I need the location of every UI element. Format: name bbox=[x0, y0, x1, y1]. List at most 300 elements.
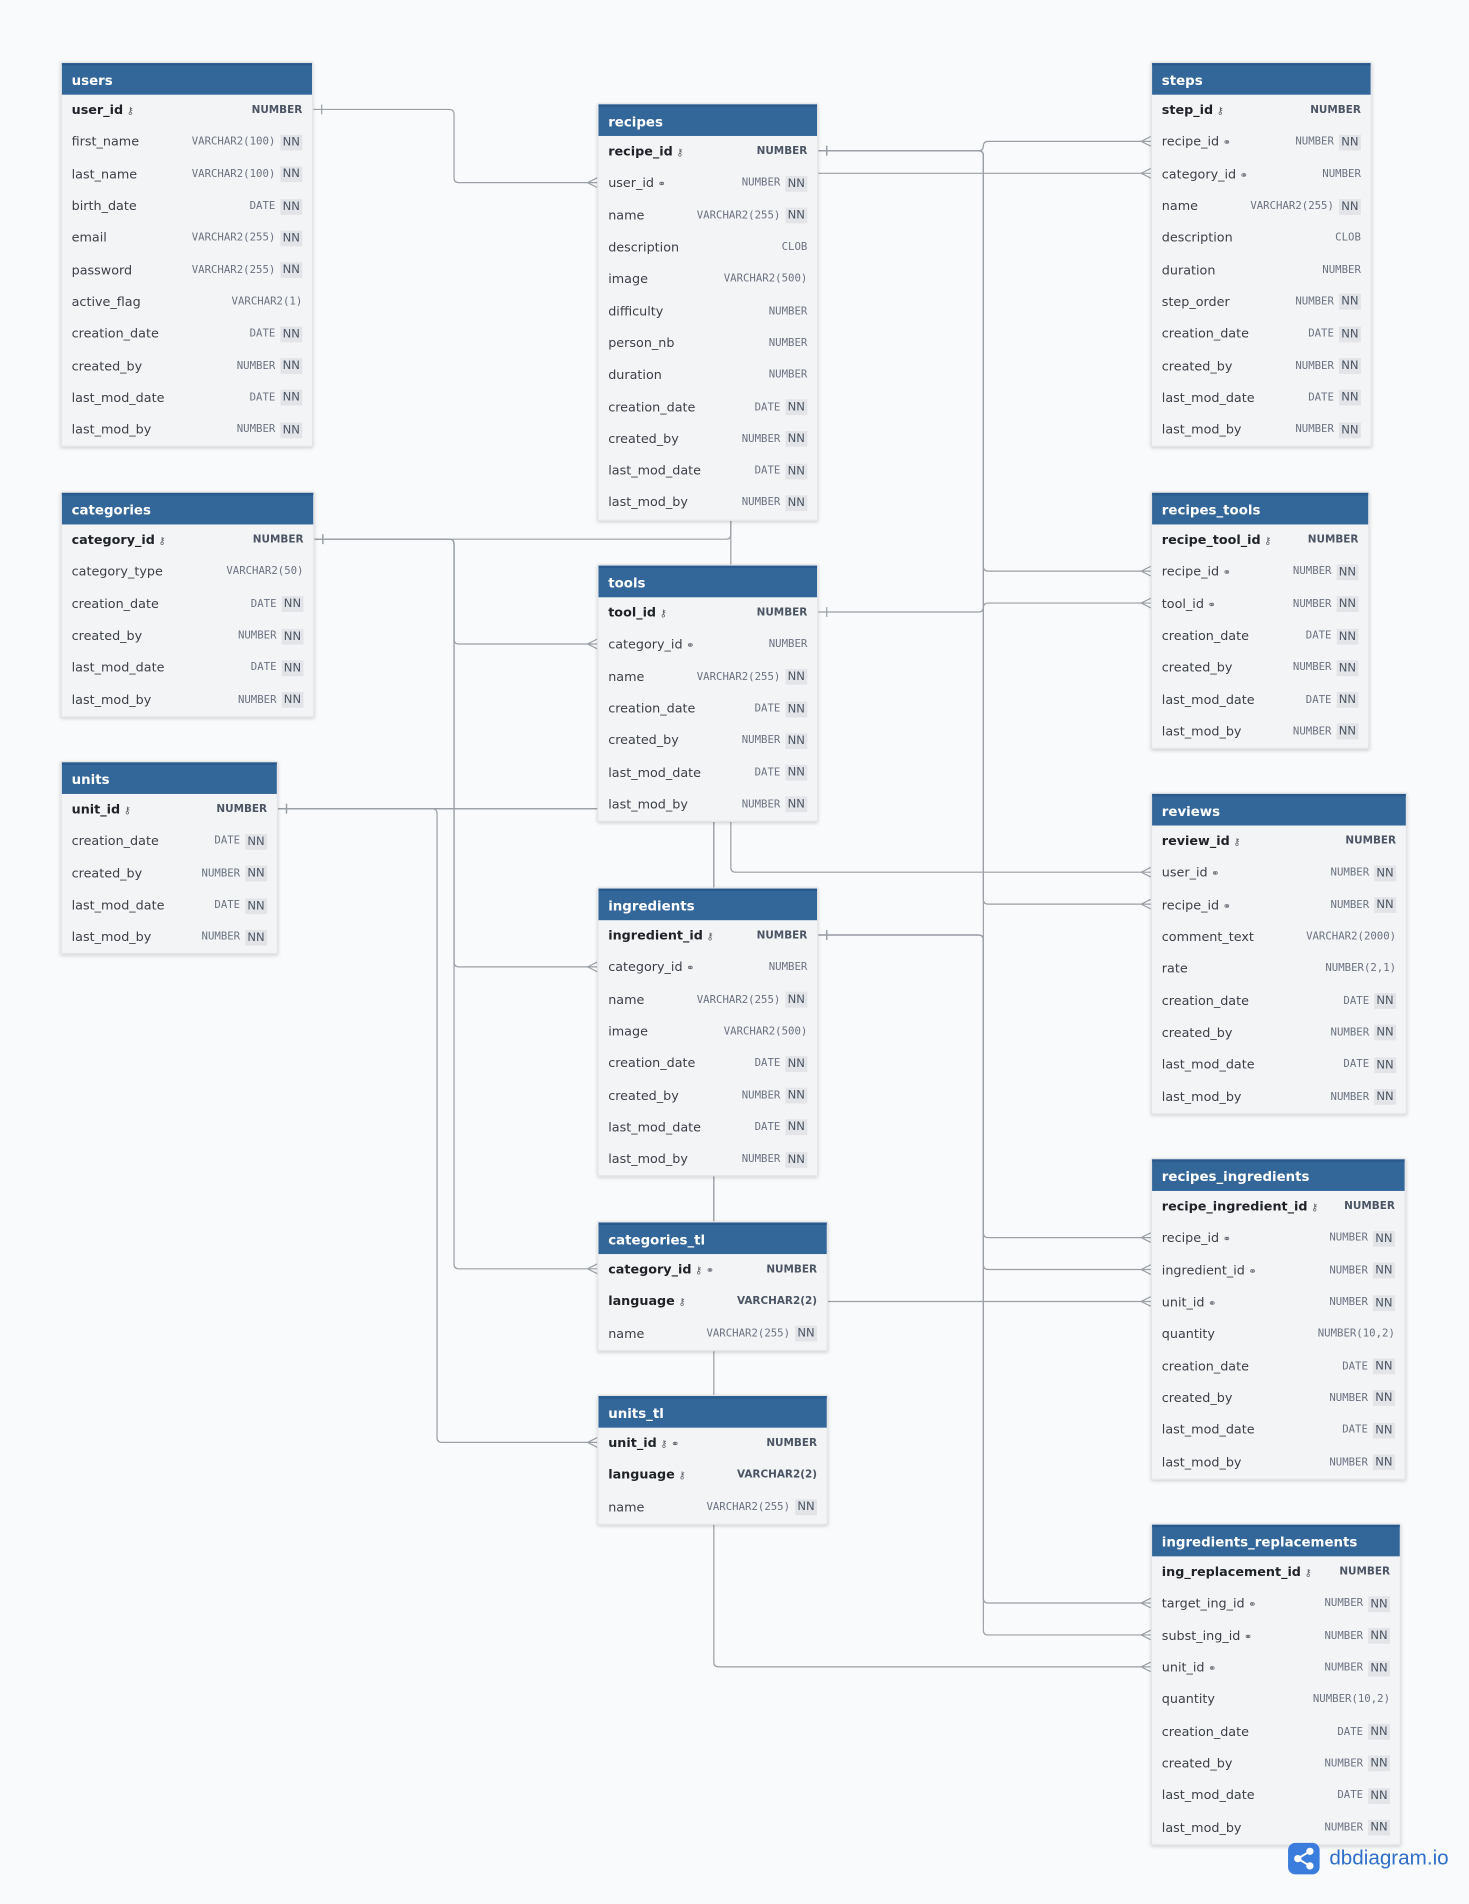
not-null-badge: NN bbox=[1374, 866, 1396, 882]
column-name: step_order bbox=[1161, 294, 1230, 310]
column-type: NUMBER bbox=[1292, 662, 1332, 675]
column-row[interactable] bbox=[1152, 318, 1371, 350]
column-row[interactable] bbox=[599, 1492, 827, 1524]
table-units-tl[interactable] bbox=[597, 1395, 828, 1525]
many-marker bbox=[588, 178, 598, 188]
column-row[interactable] bbox=[1152, 1652, 1400, 1684]
not-null-badge: NN bbox=[785, 797, 807, 813]
column-row[interactable] bbox=[599, 1254, 827, 1286]
column-name: image bbox=[608, 272, 648, 287]
column-type: DATE bbox=[250, 662, 277, 675]
column-row[interactable] bbox=[1152, 1780, 1400, 1812]
column-type: NUMBER bbox=[1324, 1630, 1364, 1643]
not-null-badge: NN bbox=[1339, 358, 1361, 374]
column-row[interactable] bbox=[62, 350, 312, 382]
not-null-badge: NN bbox=[1368, 1628, 1390, 1644]
column-row[interactable] bbox=[599, 455, 818, 487]
not-null-badge: NN bbox=[245, 834, 267, 850]
table-header[interactable]: tools bbox=[599, 566, 818, 598]
column-row[interactable] bbox=[599, 487, 818, 519]
column-row[interactable] bbox=[599, 1286, 827, 1318]
table-header[interactable]: categories bbox=[62, 493, 313, 525]
column-type: NUMBER bbox=[1324, 1757, 1364, 1770]
relation-line bbox=[277, 809, 597, 1443]
column-row[interactable] bbox=[1152, 1446, 1405, 1478]
column-row[interactable] bbox=[62, 159, 312, 191]
column-row[interactable] bbox=[599, 725, 818, 757]
column-name: user_id bbox=[1161, 866, 1208, 881]
table-header[interactable]: users bbox=[62, 63, 312, 95]
column-type: NUMBER bbox=[741, 1153, 781, 1166]
table-header[interactable]: categories_tl bbox=[599, 1222, 827, 1254]
relation-line bbox=[817, 935, 1151, 1603]
column-name: recipe_id bbox=[1161, 135, 1220, 150]
column-row[interactable] bbox=[1152, 1382, 1405, 1414]
relation-line bbox=[817, 935, 1151, 1270]
column-row[interactable] bbox=[1152, 1351, 1405, 1383]
column-row[interactable] bbox=[1152, 1255, 1405, 1287]
column-name: last_mod_by bbox=[1161, 422, 1242, 438]
column-row[interactable] bbox=[599, 359, 818, 391]
column-type: DATE bbox=[754, 465, 781, 478]
column-type: NUMBER bbox=[1330, 1026, 1370, 1040]
foreign-key-icon: ⚭ bbox=[657, 178, 666, 190]
primary-key-icon: ⚷ bbox=[1304, 1567, 1312, 1579]
column-row[interactable] bbox=[1152, 95, 1371, 127]
column-type: NUMBER bbox=[741, 497, 781, 510]
many-marker bbox=[588, 1264, 598, 1274]
brand-logo[interactable] bbox=[1288, 1843, 1449, 1875]
not-null-badge: NN bbox=[785, 992, 807, 1008]
foreign-key-icon: ⚭ bbox=[1239, 169, 1248, 181]
table-header[interactable]: reviews bbox=[1152, 794, 1406, 826]
table-reviews[interactable] bbox=[1151, 793, 1407, 1114]
column-name: unit_id bbox=[1161, 1660, 1205, 1676]
primary-key-icon: ⚷ bbox=[676, 147, 684, 158]
column-row[interactable] bbox=[1152, 857, 1406, 889]
not-null-badge: NN bbox=[245, 930, 267, 946]
column-row[interactable] bbox=[599, 629, 818, 661]
column-row[interactable] bbox=[1152, 1684, 1400, 1716]
not-null-badge: NN bbox=[795, 1326, 817, 1342]
not-null-badge: NN bbox=[280, 230, 302, 246]
column-type: NUMBER bbox=[1330, 867, 1370, 880]
column-name: category_id bbox=[608, 960, 683, 976]
column-name: language bbox=[608, 1468, 675, 1483]
foreign-key-icon: ⚭ bbox=[1243, 1631, 1253, 1643]
column-row[interactable] bbox=[1152, 159, 1371, 191]
column-row[interactable] bbox=[1152, 1223, 1405, 1255]
column-type: NUMBER bbox=[766, 1437, 818, 1450]
column-row[interactable] bbox=[62, 414, 312, 446]
column-type: NUMBER bbox=[768, 639, 808, 652]
column-type: DATE bbox=[1308, 391, 1334, 405]
column-name: last_mod_by bbox=[1161, 1820, 1242, 1835]
brand-name: dbdiagram.io bbox=[1329, 1846, 1449, 1870]
column-row[interactable] bbox=[1152, 382, 1371, 414]
column-type: VARCHAR2(2000) bbox=[1306, 931, 1397, 944]
primary-key-icon: ⚷ bbox=[660, 1438, 668, 1450]
column-name: duration bbox=[1161, 262, 1216, 278]
table-header[interactable]: units_tl bbox=[599, 1396, 827, 1428]
column-type: NUMBER bbox=[756, 145, 808, 158]
column-row[interactable] bbox=[599, 661, 818, 693]
many-marker bbox=[1141, 598, 1151, 608]
column-row[interactable] bbox=[1152, 716, 1368, 748]
table-tools[interactable] bbox=[597, 565, 818, 822]
not-null-badge: NN bbox=[1336, 596, 1358, 612]
column-name: unit_id bbox=[608, 1436, 657, 1451]
column-name: last_mod_date bbox=[1161, 1788, 1255, 1804]
column-row[interactable] bbox=[1152, 620, 1368, 652]
column-name: last_mod_date bbox=[608, 463, 702, 479]
column-name: active_flag bbox=[71, 294, 141, 310]
column-row[interactable] bbox=[62, 190, 312, 222]
table-users[interactable] bbox=[61, 62, 314, 447]
column-row[interactable] bbox=[599, 984, 818, 1016]
column-name: created_by bbox=[71, 628, 143, 644]
not-null-badge: NN bbox=[280, 422, 302, 438]
primary-key-icon: ⚷ bbox=[158, 535, 166, 547]
column-name: target_ing_id bbox=[1161, 1596, 1245, 1612]
column-name: tool_id bbox=[1161, 596, 1204, 612]
table-header[interactable]: recipes_ingredients bbox=[1152, 1159, 1405, 1191]
column-row[interactable] bbox=[599, 423, 818, 455]
not-null-badge: NN bbox=[785, 176, 807, 192]
not-null-badge: NN bbox=[1373, 1391, 1395, 1407]
column-name: last_mod_date bbox=[71, 898, 165, 913]
not-null-badge: NN bbox=[1339, 199, 1361, 215]
column-type: NUMBER bbox=[1324, 1662, 1364, 1675]
column-row[interactable] bbox=[1152, 953, 1406, 985]
column-row[interactable] bbox=[62, 588, 313, 620]
primary-key-icon: ⚷ bbox=[659, 608, 667, 620]
column-name: last_name bbox=[71, 167, 138, 182]
column-type: DATE bbox=[249, 200, 276, 213]
column-row[interactable] bbox=[599, 789, 818, 821]
column-row[interactable] bbox=[62, 922, 277, 954]
column-type: DATE bbox=[1342, 1360, 1368, 1373]
column-row[interactable] bbox=[599, 264, 818, 296]
column-row[interactable] bbox=[1152, 1620, 1400, 1652]
column-row[interactable] bbox=[62, 524, 313, 556]
column-type: DATE bbox=[1342, 1424, 1368, 1437]
column-row[interactable] bbox=[62, 826, 277, 858]
column-row[interactable] bbox=[1152, 1319, 1405, 1351]
column-row[interactable] bbox=[599, 1016, 818, 1048]
column-row[interactable] bbox=[1152, 127, 1371, 159]
column-name: created_by bbox=[1161, 1391, 1233, 1406]
column-row[interactable] bbox=[1152, 826, 1406, 858]
column-type: NUMBER bbox=[741, 433, 781, 446]
column-type: NUMBER bbox=[756, 607, 808, 620]
primary-key-icon: ⚷ bbox=[706, 931, 714, 943]
column-row[interactable] bbox=[599, 1048, 818, 1080]
relation-line bbox=[817, 151, 1151, 1238]
column-row[interactable] bbox=[599, 200, 818, 232]
column-name: created_by bbox=[1161, 660, 1233, 676]
column-row[interactable] bbox=[599, 597, 818, 629]
column-row[interactable] bbox=[599, 296, 818, 328]
column-name: last_mod_date bbox=[1161, 692, 1255, 708]
table-recipes[interactable] bbox=[597, 103, 818, 520]
column-type: NUMBER bbox=[741, 177, 781, 190]
column-name: description bbox=[1161, 231, 1233, 246]
column-row[interactable] bbox=[599, 391, 818, 423]
not-null-badge: NN bbox=[795, 1500, 817, 1516]
column-name: name bbox=[608, 208, 645, 224]
column-row[interactable] bbox=[62, 95, 312, 127]
column-name: creation_date bbox=[1161, 993, 1249, 1009]
column-row[interactable] bbox=[62, 222, 312, 254]
column-type: DATE bbox=[214, 835, 241, 848]
not-null-badge: NN bbox=[1368, 1820, 1390, 1836]
column-row[interactable] bbox=[599, 1318, 827, 1350]
column-row[interactable] bbox=[62, 652, 313, 684]
column-name: recipe_id bbox=[608, 144, 673, 160]
not-null-badge: NN bbox=[785, 1152, 807, 1168]
column-row[interactable] bbox=[62, 620, 313, 652]
not-null-badge: NN bbox=[1374, 993, 1396, 1009]
primary-key-icon: ⚷ bbox=[1216, 105, 1224, 117]
table-ingredients-replacements[interactable] bbox=[1151, 1524, 1401, 1845]
column-type: NUMBER bbox=[1339, 1566, 1391, 1579]
column-name: last_mod_by bbox=[608, 797, 688, 813]
table-recipes-ingredients[interactable] bbox=[1151, 1158, 1406, 1479]
column-name: last_mod_by bbox=[1161, 724, 1242, 740]
column-name: recipe_id bbox=[1161, 1231, 1220, 1247]
table-header[interactable]: units bbox=[62, 762, 277, 794]
column-name: tool_id bbox=[608, 605, 657, 621]
not-null-badge: NN bbox=[281, 596, 303, 612]
column-name: language bbox=[608, 1294, 675, 1310]
column-row[interactable] bbox=[599, 136, 818, 168]
column-type: DATE bbox=[1343, 1058, 1370, 1072]
relation-line bbox=[313, 539, 597, 644]
column-row[interactable] bbox=[1152, 524, 1368, 556]
many-marker bbox=[588, 962, 598, 972]
primary-key-icon: ⚷ bbox=[1311, 1202, 1319, 1213]
column-row[interactable] bbox=[599, 920, 818, 952]
column-row[interactable] bbox=[1152, 921, 1406, 953]
relation-line bbox=[817, 935, 1151, 1635]
column-row[interactable] bbox=[599, 757, 818, 789]
column-row[interactable] bbox=[1152, 1812, 1400, 1844]
column-row[interactable] bbox=[599, 1428, 827, 1460]
column-name: name bbox=[608, 1500, 645, 1515]
column-name: creation_date bbox=[608, 1056, 696, 1072]
column-row[interactable] bbox=[62, 318, 312, 350]
share-icon bbox=[1288, 1843, 1320, 1875]
foreign-key-icon: ⚭ bbox=[686, 640, 695, 652]
column-row[interactable] bbox=[1152, 1716, 1400, 1748]
column-row[interactable] bbox=[1152, 556, 1368, 588]
column-type: NUMBER bbox=[201, 931, 241, 944]
not-null-badge: NN bbox=[281, 692, 303, 708]
not-null-badge: NN bbox=[785, 1056, 807, 1072]
column-type: NUMBER(10,2) bbox=[1312, 1693, 1391, 1707]
column-name: ingredient_id bbox=[608, 928, 703, 944]
relation-line bbox=[817, 151, 1151, 571]
table-header[interactable]: recipes bbox=[599, 104, 818, 136]
column-type: VARCHAR2(255) bbox=[696, 993, 781, 1007]
not-null-badge: NN bbox=[280, 167, 302, 183]
not-null-badge: NN bbox=[245, 898, 267, 914]
column-row[interactable] bbox=[62, 858, 277, 890]
column-row[interactable] bbox=[599, 952, 818, 984]
column-name: last_mod_date bbox=[71, 390, 165, 406]
column-name: recipe_tool_id bbox=[1161, 533, 1261, 548]
column-name: creation_date bbox=[1161, 1724, 1249, 1740]
many-marker bbox=[1141, 899, 1151, 909]
column-type: DATE bbox=[1305, 693, 1332, 707]
column-type: DATE bbox=[754, 766, 781, 779]
column-type: VARCHAR2(500) bbox=[723, 1025, 808, 1039]
foreign-key-icon: ⚭ bbox=[1211, 868, 1220, 880]
primary-key-icon: ⚷ bbox=[678, 1470, 686, 1482]
not-null-badge: NN bbox=[1368, 1788, 1390, 1804]
column-type: NUMBER bbox=[236, 359, 276, 373]
column-row[interactable] bbox=[1152, 190, 1371, 222]
column-type: NUMBER bbox=[1324, 1598, 1364, 1611]
table-units[interactable] bbox=[61, 761, 278, 955]
column-row[interactable] bbox=[599, 1080, 818, 1112]
column-row[interactable] bbox=[1152, 588, 1368, 620]
column-name: created_by bbox=[1161, 1756, 1233, 1772]
column-row[interactable] bbox=[62, 127, 312, 159]
column-row[interactable] bbox=[599, 168, 818, 200]
column-row[interactable] bbox=[1152, 414, 1371, 446]
column-row[interactable] bbox=[62, 890, 277, 922]
column-row[interactable] bbox=[599, 1112, 818, 1144]
column-name: creation_date bbox=[608, 701, 696, 717]
column-row[interactable] bbox=[1152, 222, 1371, 254]
column-name: ingredient_id bbox=[1161, 1263, 1245, 1279]
column-row[interactable] bbox=[1152, 1081, 1406, 1113]
column-name: last_mod_date bbox=[1161, 1057, 1255, 1073]
table-steps[interactable] bbox=[1151, 62, 1372, 447]
column-name: difficulty bbox=[608, 304, 664, 319]
table-header[interactable]: ingredients_replacements bbox=[1152, 1525, 1400, 1557]
column-row[interactable] bbox=[62, 254, 312, 286]
table-header[interactable]: recipes_tools bbox=[1152, 493, 1368, 525]
foreign-key-icon: ⚭ bbox=[1248, 1599, 1257, 1611]
many-marker bbox=[1141, 566, 1151, 576]
column-name: unit_id bbox=[1161, 1295, 1205, 1310]
column-row[interactable] bbox=[599, 693, 818, 725]
column-type: NUMBER bbox=[1295, 136, 1334, 149]
column-name: password bbox=[71, 262, 133, 278]
table-header[interactable]: ingredients bbox=[599, 889, 818, 921]
column-name: last_mod_by bbox=[71, 422, 152, 438]
column-name: last_mod_by bbox=[71, 692, 152, 708]
column-type: NUMBER bbox=[1329, 1264, 1368, 1277]
column-type: NUMBER bbox=[1329, 1456, 1368, 1469]
column-row[interactable] bbox=[1152, 1414, 1405, 1446]
column-type: NUMBER bbox=[201, 867, 241, 880]
column-row[interactable] bbox=[62, 684, 313, 716]
column-row[interactable] bbox=[1152, 254, 1371, 286]
column-row[interactable] bbox=[1152, 1748, 1400, 1780]
not-null-badge: NN bbox=[785, 701, 807, 717]
column-type: NUMBER bbox=[1310, 104, 1361, 117]
column-type: NUMBER(2,1) bbox=[1325, 963, 1397, 976]
not-null-badge: NN bbox=[1339, 390, 1361, 406]
not-null-badge: NN bbox=[1374, 1089, 1396, 1105]
table-recipes-tools[interactable] bbox=[1151, 492, 1370, 749]
foreign-key-icon: ⚭ bbox=[1207, 599, 1216, 611]
not-null-badge: NN bbox=[1373, 1295, 1395, 1311]
not-null-badge: NN bbox=[785, 1088, 807, 1104]
many-marker bbox=[1141, 1662, 1151, 1672]
column-row[interactable] bbox=[62, 794, 277, 826]
column-row[interactable] bbox=[1152, 889, 1406, 921]
table-header[interactable]: steps bbox=[1152, 63, 1371, 95]
column-type: NUMBER bbox=[741, 734, 781, 748]
column-type: VARCHAR2(2) bbox=[736, 1469, 818, 1482]
column-row[interactable] bbox=[1152, 1191, 1405, 1223]
column-row[interactable] bbox=[62, 556, 313, 588]
column-row[interactable] bbox=[1152, 286, 1371, 318]
column-row[interactable] bbox=[599, 328, 818, 360]
column-row[interactable] bbox=[1152, 1556, 1400, 1588]
not-null-badge: NN bbox=[1373, 1422, 1395, 1438]
foreign-key-icon: ⚭ bbox=[1222, 1233, 1231, 1245]
table-ingredients[interactable] bbox=[597, 887, 818, 1176]
table-categories-tl[interactable] bbox=[597, 1221, 828, 1351]
column-name: creation_date bbox=[71, 834, 159, 850]
column-type: NUMBER bbox=[1322, 264, 1361, 277]
column-row[interactable] bbox=[1152, 1287, 1405, 1319]
column-row[interactable] bbox=[1152, 985, 1406, 1017]
column-row[interactable] bbox=[1152, 652, 1368, 684]
column-row[interactable] bbox=[1152, 1017, 1406, 1049]
foreign-key-icon: ⚭ bbox=[671, 1438, 680, 1450]
foreign-key-icon: ⚭ bbox=[1222, 567, 1231, 579]
column-row[interactable] bbox=[1152, 684, 1368, 716]
column-row[interactable] bbox=[599, 1144, 818, 1176]
column-name: name bbox=[608, 669, 645, 685]
column-name: ing_replacement_id bbox=[1161, 1565, 1301, 1580]
column-name: category_id bbox=[608, 637, 683, 653]
not-null-badge: NN bbox=[785, 1120, 807, 1136]
many-marker bbox=[1141, 1630, 1151, 1640]
column-name: creation_date bbox=[1161, 628, 1249, 644]
column-name: creation_date bbox=[71, 596, 159, 612]
table-categories[interactable] bbox=[61, 492, 315, 718]
column-row[interactable] bbox=[62, 286, 312, 318]
column-type: NUMBER bbox=[768, 962, 808, 975]
not-null-badge: NN bbox=[785, 463, 807, 479]
not-null-badge: NN bbox=[1374, 897, 1396, 913]
column-type: DATE bbox=[754, 401, 781, 414]
column-name: category_id bbox=[608, 1262, 692, 1278]
column-type: NUMBER bbox=[1329, 1232, 1368, 1245]
not-null-badge: NN bbox=[1339, 422, 1361, 438]
column-type: NUMBER bbox=[1292, 566, 1332, 579]
column-row[interactable] bbox=[1152, 1049, 1406, 1081]
column-row[interactable] bbox=[62, 382, 312, 414]
column-type: DATE bbox=[250, 598, 277, 611]
column-row[interactable] bbox=[599, 232, 818, 264]
column-row[interactable] bbox=[1152, 1588, 1400, 1620]
column-row[interactable] bbox=[1152, 350, 1371, 382]
column-type: DATE bbox=[214, 899, 241, 912]
column-row[interactable] bbox=[599, 1460, 827, 1492]
column-type: VARCHAR2(255) bbox=[696, 671, 781, 684]
primary-key-icon: ⚷ bbox=[1264, 535, 1272, 547]
not-null-badge: NN bbox=[245, 866, 267, 882]
